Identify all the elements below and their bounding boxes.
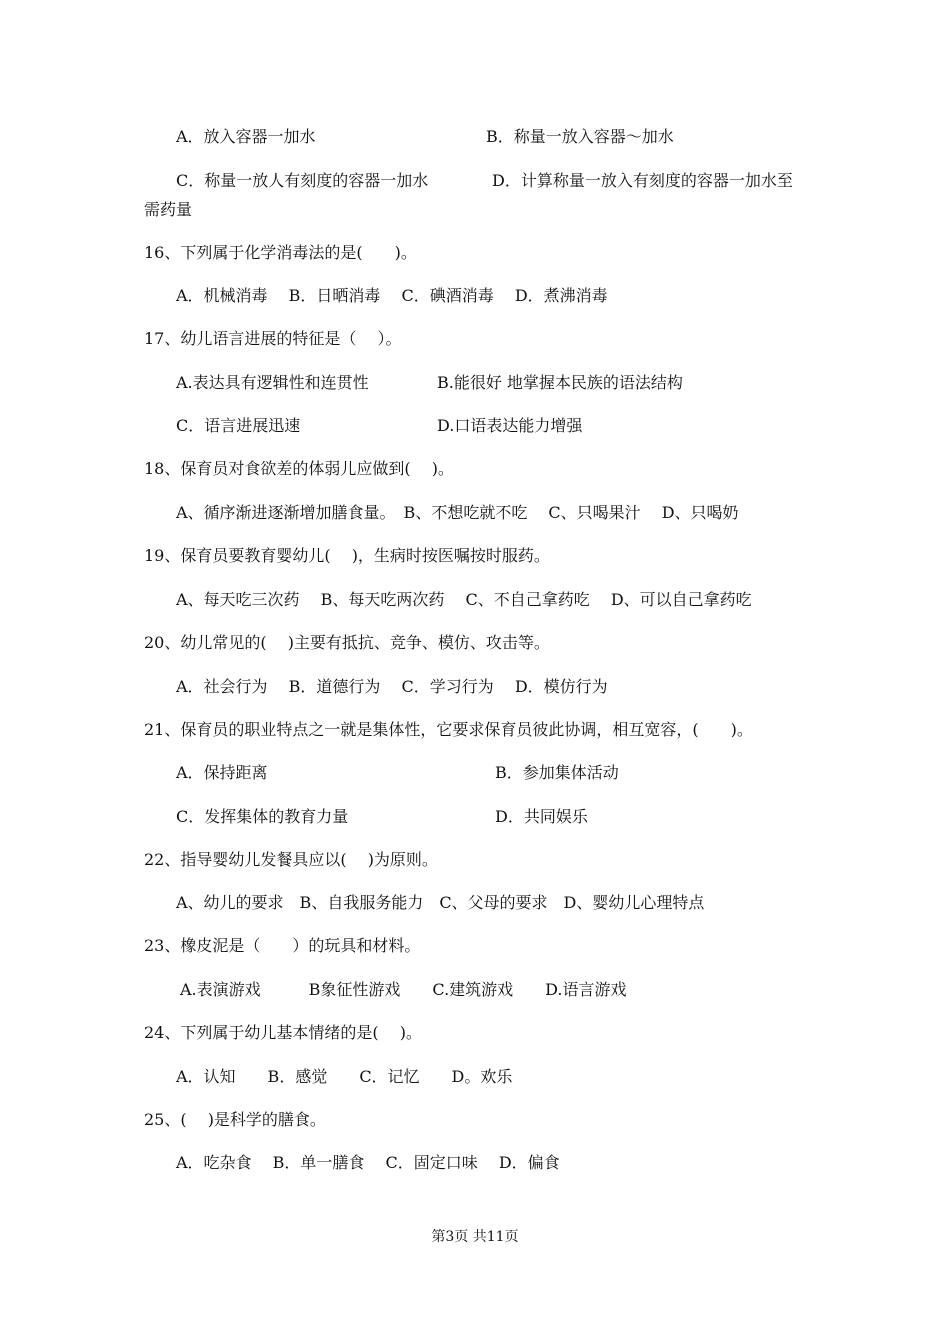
- question-25-stem: 25、( )是科学的膳食。: [144, 1110, 326, 1129]
- q15-option-d-continued: 需药量: [144, 200, 193, 219]
- question-17-stem: 17、幼儿语言进展的特征是（ ）。: [144, 329, 402, 348]
- question-16-options: A．机械消毒 B．日晒消毒 C．碘酒消毒 D．煮沸消毒: [176, 286, 608, 305]
- question-21-option-c: C．发挥集体的教育力量: [176, 807, 349, 826]
- question-23-options: A.表演游戏 B象征性游戏 C.建筑游戏 D.语言游戏: [180, 980, 627, 999]
- question-19-options: A、每天吃三次药 B、每天吃两次药 C、不自己拿药吃 D、可以自己拿药吃: [176, 590, 752, 609]
- q15-option-b: B．称量一放入容器～加水: [486, 127, 674, 146]
- q15-option-d: D．计算称量一放入有刻度的容器一加水至: [492, 171, 793, 190]
- question-21-option-a: A．保持距离: [176, 763, 268, 782]
- question-25-options: A．吃杂食 B．单一膳食 C．固定口味 D．偏食: [176, 1153, 560, 1172]
- question-16-stem: 16、下列属于化学消毒法的是( )。: [144, 243, 417, 262]
- question-22-stem: 22、指导婴幼儿发餐具应以( )为原则。: [144, 850, 438, 869]
- question-22-options: A、幼儿的要求 B、自我服务能力 C、父母的要求 D、婴幼儿心理特点: [176, 893, 705, 912]
- question-23-stem: 23、橡皮泥是（ ）的玩具和材料。: [144, 936, 421, 955]
- question-21-stem: 21、保育员的职业特点之一就是集体性，它要求保育员彼此协调，相互宽容，( )。: [144, 720, 753, 739]
- q15-option-c: C．称量一放人有刻度的容器一加水: [176, 171, 429, 190]
- question-17-option-a: A.表达具有逻辑性和连贯性: [176, 373, 369, 392]
- question-21-option-d: D．共同娱乐: [495, 807, 588, 826]
- question-24-options: A．认知 B．感觉 C．记忆 D。欢乐: [176, 1067, 513, 1086]
- question-19-stem: 19、保育员要教育婴幼儿( )，生病时按医嘱按时服药。: [144, 546, 550, 565]
- page-number-footer: 第3页 共11页: [431, 1229, 519, 1245]
- question-20-stem: 20、幼儿常见的( )主要有抵抗、竞争、模仿、攻击等。: [144, 633, 550, 652]
- question-21-option-b: B．参加集体活动: [495, 763, 619, 782]
- question-17-option-d: D.口语表达能力增强: [437, 416, 583, 435]
- question-17-option-c: C．语言进展迅速: [176, 416, 301, 435]
- q15-option-a: A．放入容器一加水: [176, 127, 316, 146]
- question-17-option-b: B.能很好 地掌握本民族的语法结构: [437, 373, 683, 392]
- question-18-options: A、循序渐进逐渐增加膳食量。 B、不想吃就不吃 C、只喝果汁 D、只喝奶: [176, 503, 739, 522]
- question-20-options: A．社会行为 B．道德行为 C．学习行为 D．模仿行为: [176, 677, 608, 696]
- question-24-stem: 24、下列属于幼儿基本情绪的是( )。: [144, 1023, 422, 1042]
- question-18-stem: 18、保育员对食欲差的体弱儿应做到( )。: [144, 459, 454, 478]
